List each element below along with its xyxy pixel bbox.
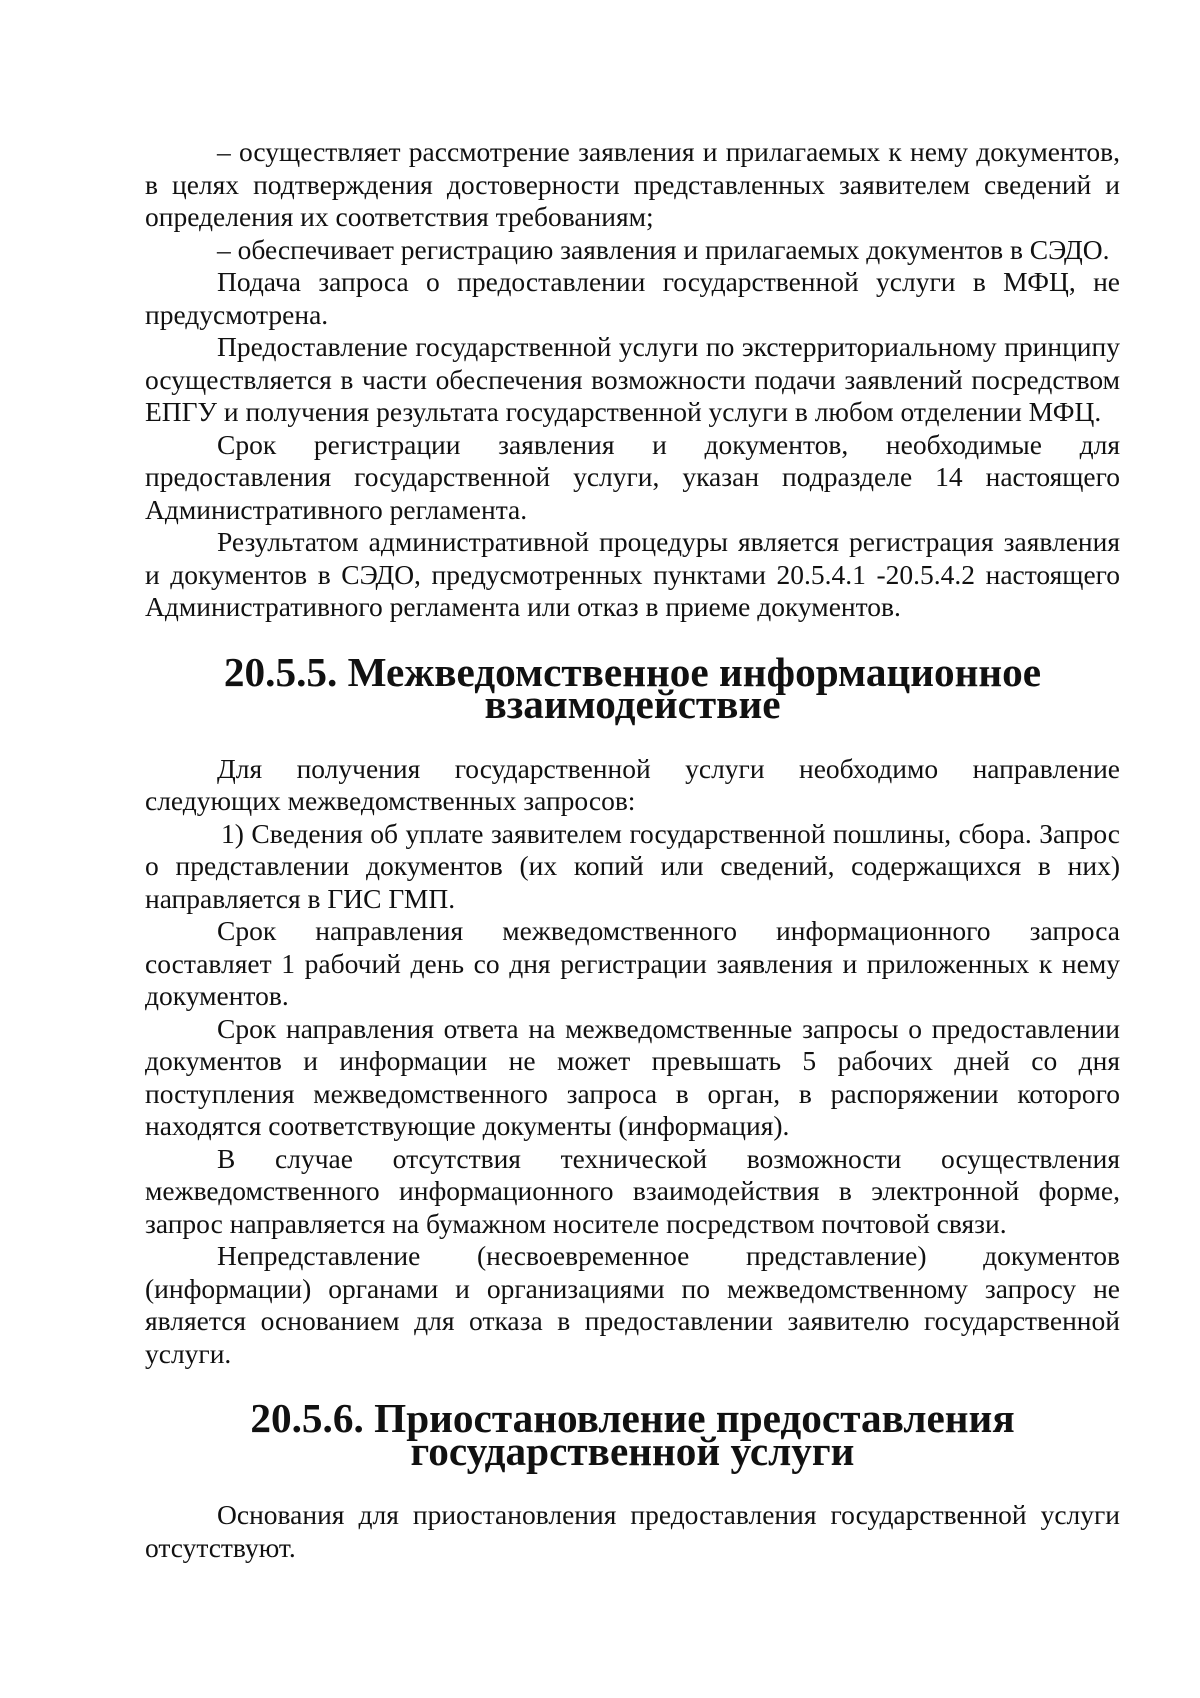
paragraph-paper-request: В случае отсутствия технической возможности осуществления межведомственного информационного взаимодействия в электронной форме, запрос направляется на бумажном носителе посредством почтовой связи.	[145, 1142, 1120, 1239]
paragraph-procedure-result: Результатом административной процедуры является регистрация заявления и документов в СЭДО, предусмотренных пунктами 20.5.4.1 -20.5.4.2 настоящего Административного регламента или отказ в приеме документов.	[145, 526, 1120, 622]
paragraph-request-term: Срок направления межведомственного информационного запроса составляет 1 рабочий день со дня регистрации заявления и приложенных к нему документов.	[145, 915, 1120, 1011]
paragraph-response-term: Срок направления ответа на межведомственные запросы о предоставлении документов и информации не может превышать 5 рабочих дней со дня поступления межведомственного запроса в орган, в распоряжении которого находятся соответствующие документы (информация).	[145, 1012, 1120, 1141]
section-heading-2056: 20.5.6. Приостановление предоставления государственной услуги	[250, 1395, 1015, 1474]
section-heading-2055: 20.5.5. Межведомственное информационное взаимодействие	[223, 648, 1042, 727]
paragraph-interagency-requests: Для получения государственной услуги необходимо направление следующих межведомственных запросов:	[145, 752, 1120, 816]
list-item-fee-payment: 1) Сведения об уплате заявителем государственной пошлины, сбора. Запрос о представлении документов (их копий или сведений, содержащихся в них) направляется в ГИС ГМП.	[145, 817, 1120, 914]
paragraph-suspension-grounds: Основания для приостановления предоставления государственной услуги отсутствуют.	[145, 1499, 1120, 1563]
paragraph-non-submission: Непредставление (несвоевременное представление) документов (информации) органами и организациями по межведомственному запросу не является основанием для отказа в предоставлении заявителю государственной услуги.	[145, 1240, 1120, 1369]
document-page	[145, 136, 1120, 1564]
paragraph-registration-term: Срок регистрации заявления и документов, необходимые для предоставления государственной услуги, указан подразделе 14 настоящего Административного регламента.	[145, 428, 1120, 525]
paragraph-mfc-request: Подача запроса о предоставлении государственной услуги в МФЦ, не предусмотрена.	[145, 266, 1120, 330]
paragraph-registration-sedo: – обеспечивает регистрацию заявления и прилагаемых документов в СЭДО.	[217, 233, 1110, 265]
paragraph-review-documents: – осуществляет рассмотрение заявления и прилагаемых к нему документов, в целях подтверждения достоверности представленных заявителем сведений и определения их соответствия требованиям;	[145, 136, 1120, 232]
paragraph-extraterritorial: Предоставление государственной услуги по экстерриториальному принципу осуществляется в части обеспечения возможности подачи заявлений посредством ЕПГУ и получения результата государственной услуги в любом отделении МФЦ.	[145, 331, 1120, 427]
